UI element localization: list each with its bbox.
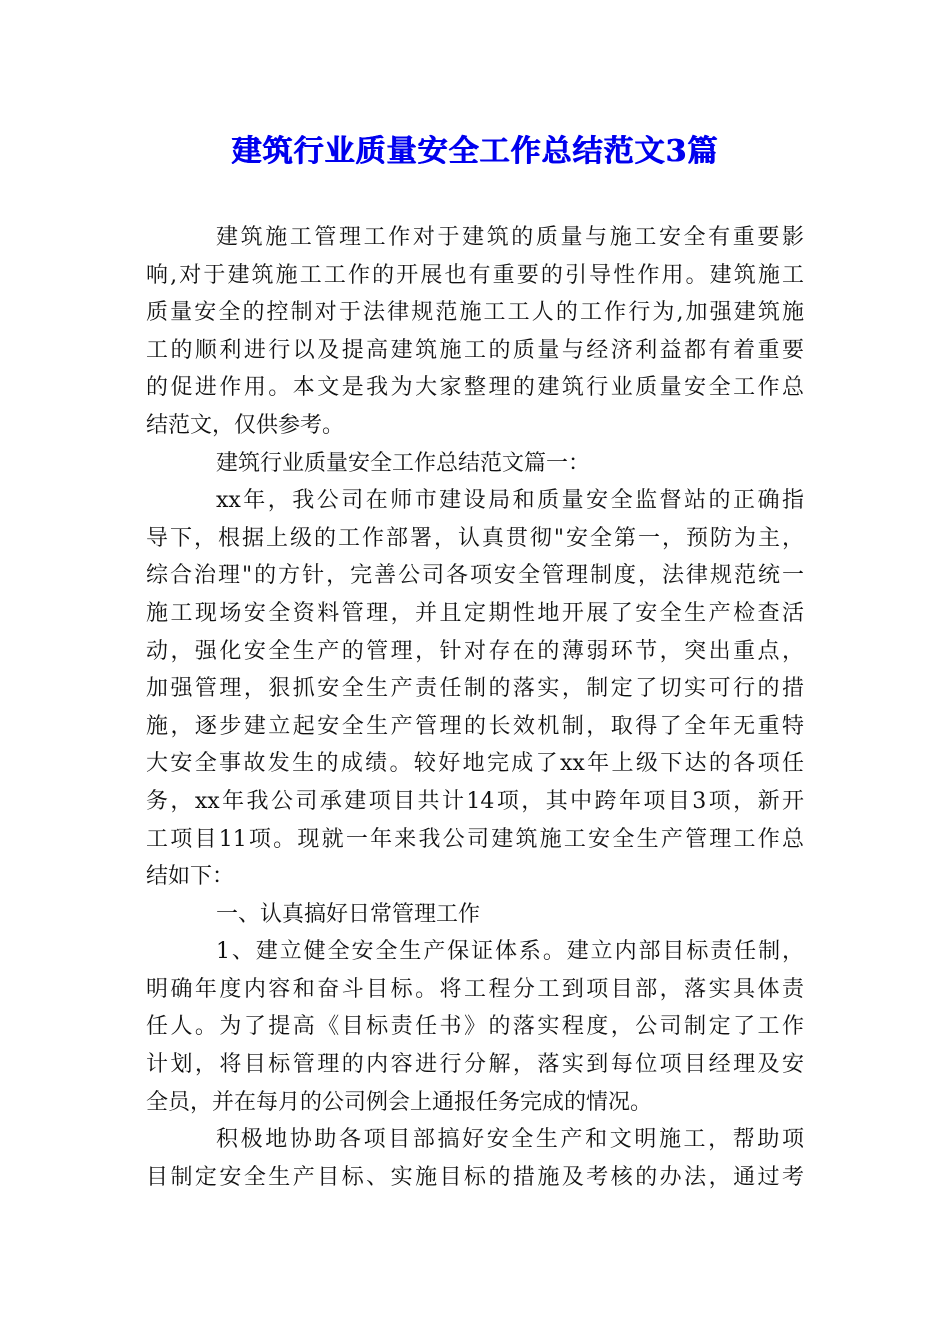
text-line: 大安全事故发生的成绩。较好地完成了xx年上级下达的各项任 [146,751,804,777]
text-line: 工的顺利进行以及提高建筑施工的质量与经济利益都有着重要 [146,337,804,363]
text-line: 目制定安全生产目标、实施目标的措施及考核的办法，通过考 [146,1164,804,1190]
text-line: 结范文，仅供参考。 [146,412,345,438]
text-line: xx年，我公司在师市建设局和质量安全监督站的正确指 [216,488,804,514]
text-line: 的促进作用。本文是我为大家整理的建筑行业质量安全工作总 [146,375,804,401]
text-line: 1、建立健全安全生产保证体系。建立内部目标责任制， [216,939,804,965]
text-line: 动，强化安全生产的管理，针对存在的薄弱环节，突出重点， [146,638,804,664]
text-line: 任人。为了提高《目标责任书》的落实程度，公司制定了工作 [146,1014,804,1040]
text-line: 施工现场安全资料管理，并且定期性地开展了安全生产检查活 [146,600,804,626]
text-line: 加强管理，狠抓安全生产责任制的落实，制定了切实可行的措 [146,676,804,702]
text-line: 施，逐步建立起安全生产管理的长效机制，取得了全年无重特 [146,713,804,739]
document-body [146,219,804,1196]
text-line: 明确年度内容和奋斗目标。将工程分工到项目部，落实具体责 [146,976,804,1002]
text-line: 质量安全的控制对于法律规范施工工人的工作行为,加强建筑施 [146,300,804,326]
text-line: 综合治理"的方针，完善公司各项安全管理制度，法律规范统一 [146,563,804,589]
text-line: 建筑行业质量安全工作总结范文篇一： [216,450,591,476]
text-line: 导下，根据上级的工作部署，认真贯彻"安全第一，预防为主， [146,525,804,551]
text-line: 一、认真搞好日常管理工作 [216,901,481,927]
text-line: 工项目11项。现就一年来我公司建筑施工安全生产管理工作总 [146,826,804,852]
text-line: 结如下： [146,864,235,890]
text-line: 全员，并在每月的公司例会上通报任务完成的情况。 [146,1089,653,1115]
text-line: 务，xx年我公司承建项目共计14项，其中跨年项目3项，新开 [146,788,804,814]
text-line: 积极地协助各项目部搞好安全生产和文明施工，帮助项 [216,1127,804,1153]
text-line: 响,对于建筑施工工作的开展也有重要的引导性作用。建筑施工 [146,262,804,288]
text-line: 建筑施工管理工作对于建筑的质量与施工安全有重要影 [216,225,804,250]
document-title: 建筑行业质量安全工作总结范文3篇 [231,134,719,169]
text-line: 计划，将目标管理的内容进行分解，落实到每位项目经理及安 [146,1052,804,1078]
